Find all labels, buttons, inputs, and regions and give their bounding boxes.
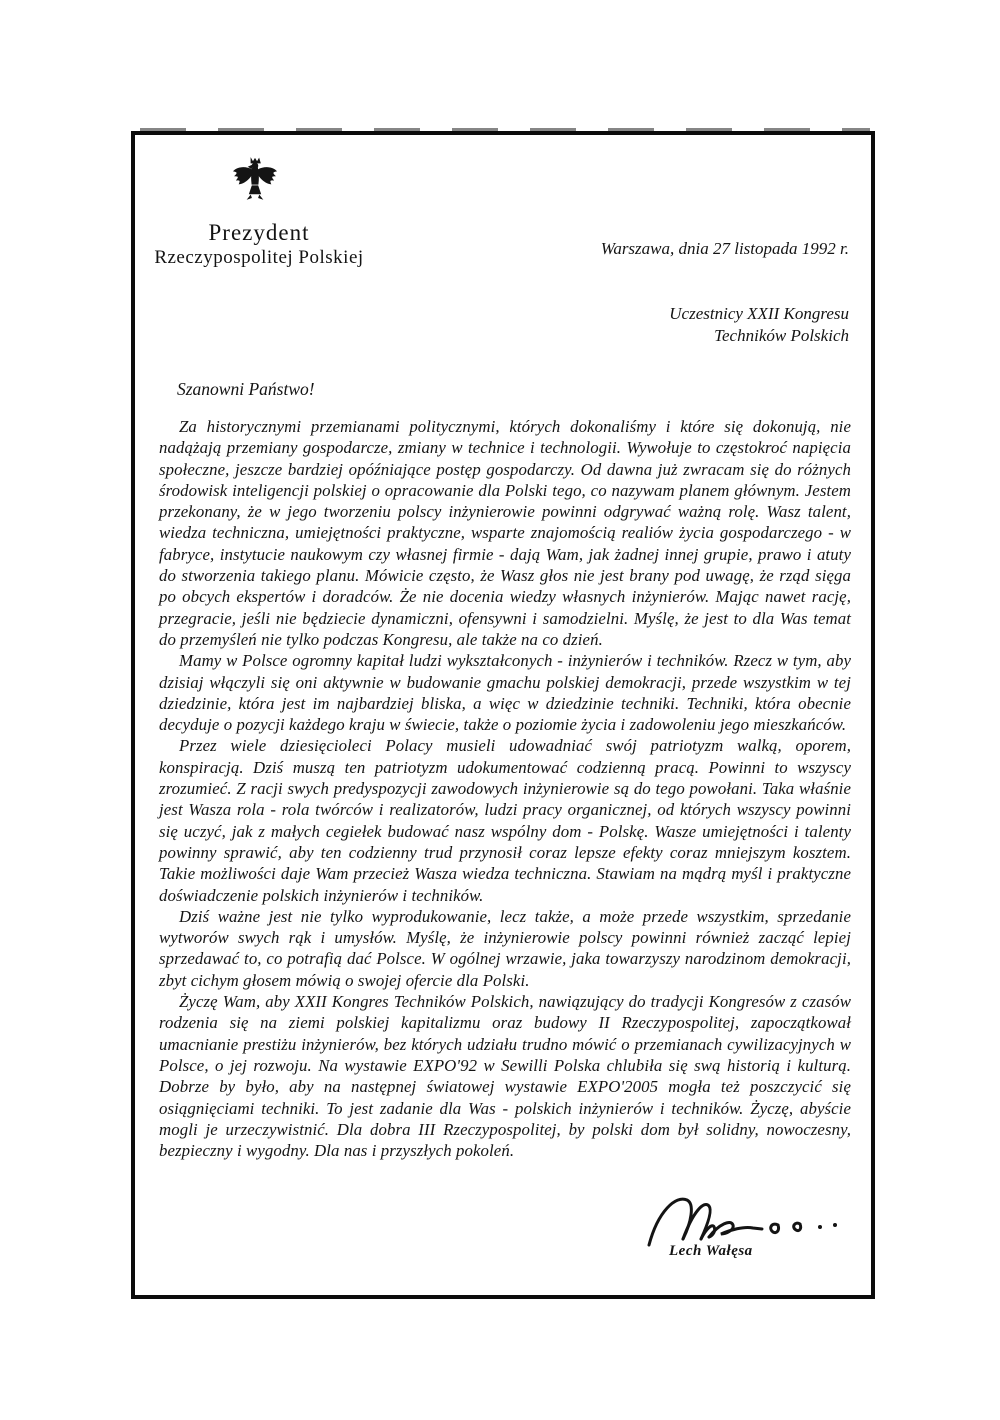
signature-name: Lech Wałęsa xyxy=(669,1243,753,1259)
letter-paragraph: Życzę Wam, aby XXII Kongres Techników Polskich, nawiązujący do tradycji Kongresów z czasów rodzenia się na ziemi polskiej kapitalizmu oraz budowy II Rzeczypospolitej, zapoczątkował umacnianie prestiżu inżynierów, bez których udziału trudno mówić o przemianach cywilizacyjnych w Polsce, o jej rozwoju. Na wystawie EXPO'92 w Sewilli Polska chlubiła się swą historią i kulturą. Dobrze by było, aby na następnej światowej wystawie EXPO'2005 mogła też poszczycić się osiągnięciami techniki. To jest zadanie dla Was - polskich inżynierów i techników. Życzę, abyście mogli je urzeczywistnić. Dla dobra III Rzeczypospolitej, by polski dom był solidny, nowoczesny, bezpieczny i wygodny. Dla nas i przyszłych pokoleń. xyxy=(159,992,851,1161)
letter-paragraph: Dziś ważne jest nie tylko wyprodukowanie, lecz także, a może przede wszystkim, sprzedanie wytworów swych rąk i umysłów. Myślę, że inżynierowie polscy powinni również zacząć lepiej sprzedawać to, co potrafią dać Polsce. W ogólnej wrzawie, jaka towarzyszy narodzinom demokracji, zbyt cichym głosem mówią o swojej ofercie dla Polski. xyxy=(159,906,851,990)
letterhead xyxy=(151,219,367,270)
letter-frame xyxy=(131,131,875,1299)
addressee-block xyxy=(669,303,849,347)
letterhead-subtitle: Rzeczypospolitej Polskiej xyxy=(154,247,364,268)
letterhead-title: Prezydent xyxy=(208,220,310,245)
letter-paragraph: Mamy w Polsce ogromny kapitał ludzi wykształconych - inżynierów i techników. Rzecz w tym, aby dzisiaj włączyli się oni aktywnie w budowanie gmachu polskiej demokracji, przede wszystkim w tej dziedzinie, która jest im najbardziej bliska, a więc w dziedzinie techniki. Techniki, która obecnie decyduje o pozycji każdego kraju w świecie, także o poziomie życia i zadowoleniu jego mieszkańców. xyxy=(159,651,851,735)
addressee-line: Uczestnicy XXII Kongresu xyxy=(669,304,849,323)
letter-paragraph: Za historycznymi przemianami politycznymi, których dokonaliśmy i które się dokonują, nie nadążają przemiany gospodarcze, zmiany w technice i technologii. Wywołuje to częstokroć napięcia społeczne, jeszcze bardziej opóźniające postęp gospodarczy. Od dawna już zwracam się do różnych środowisk inteligencji polskiej o opracowanie dla Polski tego, co nazywam planem głównym. Jestem przekonany, że w jego tworzeniu polscy inżynierowie powinni odgrywać ważną rolę. Wasz talent, wiedza techniczna, umiejętności praktyczne, wsparte znajomością realiów życia gospodarczego - w fabryce, instytucie naukowym czy własnej firmie - dają Wam, jak żadnej innej grupie, prawo i atuty do stworzenia takiego planu. Mówicie często, że Wasz głos nie jest brany pod uwagę, że rząd sięga po obcych ekspertów i doradców. Że nie docenia wiedzy własnych inżynierów. Mając nawet rację, przegracie, jeśli nie będziecie dynamiczni, ofensywni i samodzielni. Myślę, że jest to dla Was temat do przemyśleń nie tylko podczas Kongresu, ale także na co dzień. xyxy=(159,417,851,649)
handwritten-signature-icon xyxy=(643,1191,873,1251)
signature-block xyxy=(643,1191,873,1260)
letter-paragraph: Przez wiele dziesięcioleci Polacy musieli udowadniać swój patriotyzm walką, oporem, konspiracją. Dziś muszą ten patriotyzm udokumentować codzienną pracą. Powinni to wszyscy zrozumieć. Z racji swych predyspozycji zawodowych inżynierowie są do tego powołani. Taka właśnie jest Wasza rola - rola twórców i realizatorów, ludzi pracy organicznej, od których wszyscy powinni się uczyć, jak z małych cegiełek budować nasz wspólny dom - Polskę. Wasze umiejętności i talenty powinny sprawić, aby ten codzienny trud przynosił coraz lepsze efekty coraz mniejszym kosztem. Takie możliwości daje Wam przecież Wasza wiedza techniczna. Stawiam na mądrą myśl i praktyczne doświadczenie polskich inżynierów i techników. xyxy=(159,736,851,905)
salutation: Szanowni Państwo! xyxy=(177,379,315,399)
dateline: Warszawa, dnia 27 listopada 1992 r. xyxy=(600,239,849,258)
addressee-line: Techników Polskich xyxy=(714,326,849,345)
polish-eagle-icon xyxy=(231,155,279,207)
letter-body xyxy=(159,416,851,1161)
